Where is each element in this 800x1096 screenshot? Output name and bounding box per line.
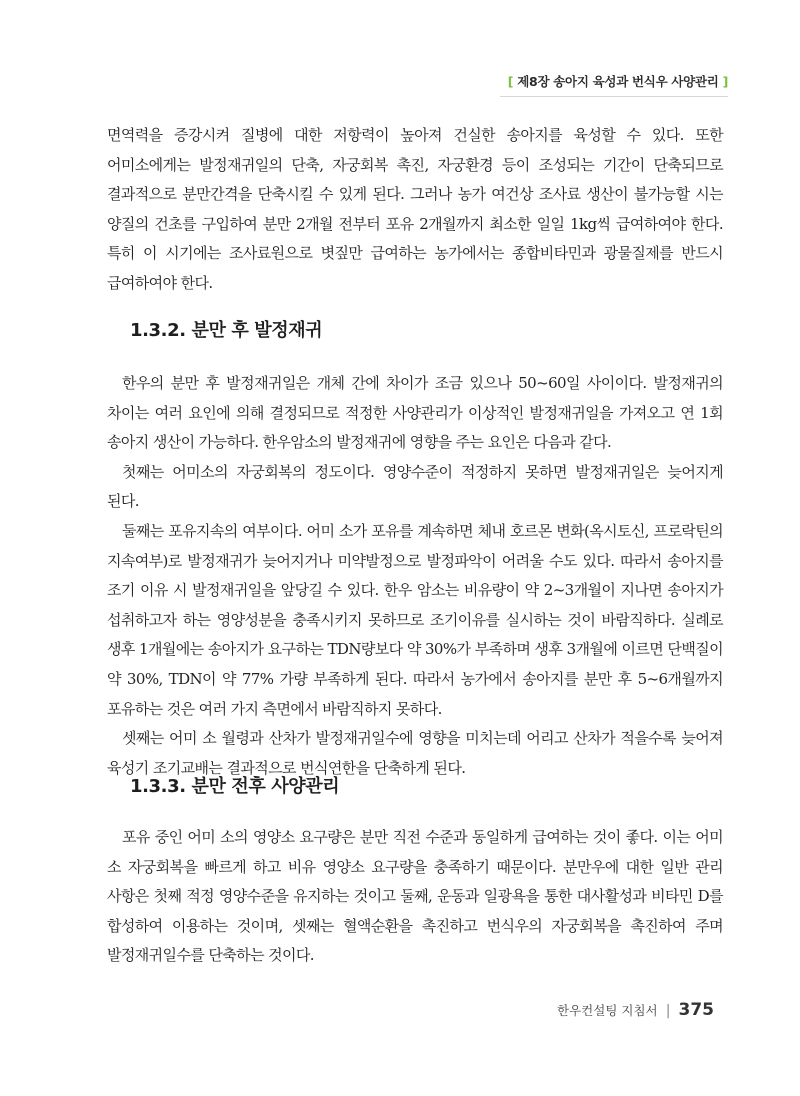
section-2-body: [107, 823, 723, 971]
section-1-paragraph: 둘째는 포유지속의 여부이다. 어미 소가 포유를 계속하면 체내 호르몬 변화(옥시토신, 프로락틴의 지속여부)로 발정재귀가 늦어지거나 미약발정으로 발정파악이 어려울 수도 있다. 따라서 송아지를 조기 이유 시 발정재귀일을 앞당길 수 있다. 한우 암소는 비유량이 약 2~3개월이 지나면 송아지가 섭취하고자 하는 영양성분을 충족시키지 못하므로 조기이유를 실시하는 것이 바람직하다. 실례로 생후 1개월에는 송아지가 요구하는 TDN량보다 약 30%가 부족하며 생후 3개월에 이르면 단백질이 약 30%, TDN이 약 77% 가량 부족하게 된다. 따라서 농가에서 송아지를 분만 후 5~6개월까지 포유하는 것은 여러 가지 측면에서 바람직하지 못하다.: [107, 521, 723, 718]
section-2-paragraph: 포유 중인 어미 소의 영양소 요구량은 분만 직전 수준과 동일하게 급여하는 것이 좋다. 이는 어미 소 자궁회복을 빠르게 하고 비유 영양소 요구량을 충족하기 때문이다. 분만우에 대한 일반 관리 사항은 첫째 적정 영양수준을 유지하는 것이고 둘째, 운동과 일광욕을 통한 대사활성과 비타민 D를 합성하여 이용하는 것이며, 셋째는 혈액순환을 촉진하고 번식우의 자궁회복을 촉진하여 주며 발정재귀일수를 단축하는 것이다.: [107, 828, 723, 965]
header-bracket-close: ]: [722, 74, 728, 89]
section-1-paragraph: 한우의 분만 후 발정재귀일은 개체 간에 차이가 조금 있으나 50~60일 사이이다. 발정재귀의 차이는 여러 요인에 의해 결정되므로 적정한 사양관리가 이상적인 발정재귀일을 가져오고 연 1회 송아지 생산이 가능하다. 한우암소의 발정재귀에 영향을 주는 요인은 다음과 같다.: [107, 374, 723, 452]
chapter-header: [508, 72, 728, 90]
chapter-title: 제8장 송아지 육성과 번식우 사양관리: [517, 74, 719, 89]
intro-block: [107, 121, 723, 299]
section-1-body: [107, 369, 723, 783]
header-divider: [500, 96, 728, 97]
footer-separator: |: [665, 1003, 671, 1019]
book-title: 한우컨설팅 지침서: [557, 1003, 658, 1018]
section-heading-1-3-2: 1.3.2. 분만 후 발정재귀: [130, 320, 323, 341]
section-heading-1-3-3: 1.3.3. 분만 전후 사양관리: [130, 776, 340, 797]
intro-paragraph: 면역력을 증강시켜 질병에 대한 저항력이 높아져 건실한 송아지를 육성할 수 있다. 또한 어미소에게는 발정재귀일의 단축, 자궁회복 촉진, 자궁환경 등이 조성되는 기간이 단축되므로 결과적으로 분만간격을 단축시킬 수 있게 된다. 그러나 농가 여건상 조사료 생산이 불가능할 시는 양질의 건초를 구입하여 분만 2개월 전부터 포유 2개월까지 최소한 일일 1kg씩 급여하여야 한다. 특히 이 시기에는 조사료원으로 볏짚만 급여하는 농가에서는 종합비타민과 광물질제를 반드시 급여하여야 한다.: [107, 126, 723, 292]
page-footer: [557, 1000, 714, 1020]
section-1-paragraph: 셋째는 어미 소 월령과 산차가 발정재귀일수에 영향을 미치는데 어리고 산차가 적을수록 늦어져 육성기 조기교배는 결과적으로 번식연한을 단축하게 된다.: [107, 729, 723, 777]
page-number: 375: [678, 1000, 714, 1020]
section-1-paragraph: 첫째는 어미소의 자궁회복의 정도이다. 영양수준이 적정하지 못하면 발정재귀일은 늦어지게 된다.: [107, 462, 723, 511]
header-bracket-open: [: [507, 74, 514, 89]
